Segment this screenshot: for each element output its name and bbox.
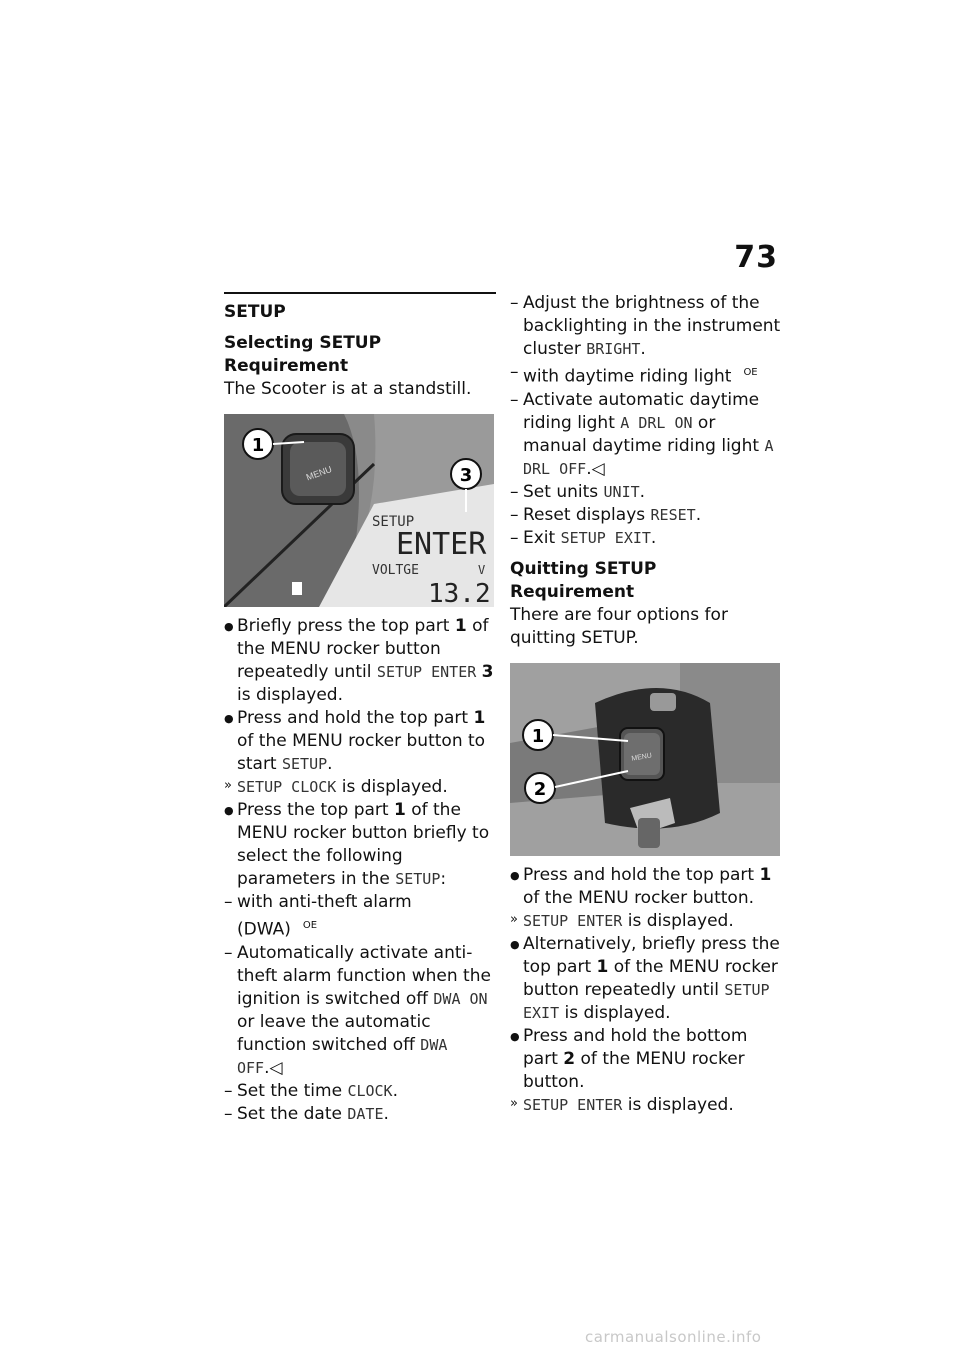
button-label: MENU xyxy=(304,463,334,483)
step-briefly-press: ● Briefly press the top part 1 of the MENU rocker button repeatedly until SETUP ENTER 3 is displayed. xyxy=(224,616,494,705)
requirement-heading: Requirement xyxy=(224,356,349,376)
param-bright: – Adjust the brightness of the backlighting in the instrument cluster BRIGHT. xyxy=(510,293,781,359)
lcd-setup: SETUP xyxy=(372,514,415,530)
subsection-title-quitting: Quitting SETUP xyxy=(510,558,657,579)
fuel-icon xyxy=(292,582,302,595)
instrument-cluster-photo xyxy=(224,414,494,607)
requirement-heading-2: Requirement xyxy=(510,581,635,602)
subsection-title-selecting: Selecting SETUP xyxy=(224,333,382,353)
lcd-voltage-unit: V xyxy=(478,563,486,577)
result-setup-clock: » SETUP CLOCK is displayed. xyxy=(224,777,448,797)
result-setup-enter-2: » SETUP ENTER is displayed. xyxy=(510,1094,734,1115)
step-select-parameters: ● Press the top part 1 of the MENU rocker button briefly to select the following parameters in the SETUP: xyxy=(224,800,490,889)
requirement-text: The Scooter is at a standstill. xyxy=(224,379,472,399)
section-rule xyxy=(224,292,496,294)
section-title: SETUP xyxy=(224,302,286,322)
param-dwa: – with anti-theft alarm (DWA) $^{OE}$ xyxy=(224,892,412,940)
param-reset: – Reset displays RESET. xyxy=(510,504,702,525)
watermark: carmanualsonline.info xyxy=(585,1328,762,1346)
right-column xyxy=(510,292,782,1117)
param-date: – Set the date DATE. xyxy=(224,1103,389,1124)
step-press-hold-top: ● Press and hold the top part 1 of the MENU rocker button. xyxy=(510,864,772,908)
lcd-voltage-label: VOLTGE xyxy=(372,563,419,578)
result-setup-enter-1: » SETUP ENTER is displayed. xyxy=(510,910,734,931)
left-column xyxy=(224,292,496,1126)
button-label-2: MENU xyxy=(630,751,653,763)
callout-2: 2 xyxy=(533,778,547,800)
callout-1b: 1 xyxy=(531,725,545,747)
param-drl: – with daytime riding light $^{OE}$ xyxy=(510,362,758,387)
requirement-text-2: There are four options for quitting SETUP. xyxy=(510,604,728,648)
step-press-hold-bottom: ● Press and hold the bottom part 2 of the MENU rocker button. xyxy=(510,1025,748,1092)
callout-3: 3 xyxy=(459,465,473,486)
lcd-enter: ENTER xyxy=(396,527,487,562)
step-press-hold: ● Press and hold the top part 1 of the MENU rocker button to start SETUP. xyxy=(224,708,486,774)
param-unit: – Set units UNIT. xyxy=(510,481,646,502)
page-number: 73 xyxy=(734,240,778,275)
param-clock: – Set the time CLOCK. xyxy=(224,1080,398,1101)
lcd-voltage-value: 13.2 xyxy=(428,579,491,607)
step-alternatively: ● Alternatively, briefly press the top part 1 of the MENU rocker button repeatedly until SETUP EXIT is displayed. xyxy=(510,933,780,1023)
param-dwa-activate: – Automatically activate anti-theft alarm function when the ignition is switched off DWA ON or leave the automatic function switched off DWA OFF.◁ xyxy=(224,942,491,1078)
callout-1: 1 xyxy=(251,435,265,456)
param-drl-activate: – Activate automatic daytime riding light A DRL ON or manual daytime riding light A DRL OFF.◁ xyxy=(510,389,774,479)
handlebar-switch-photo xyxy=(510,663,780,856)
param-exit: – Exit SETUP EXIT. xyxy=(510,527,657,548)
